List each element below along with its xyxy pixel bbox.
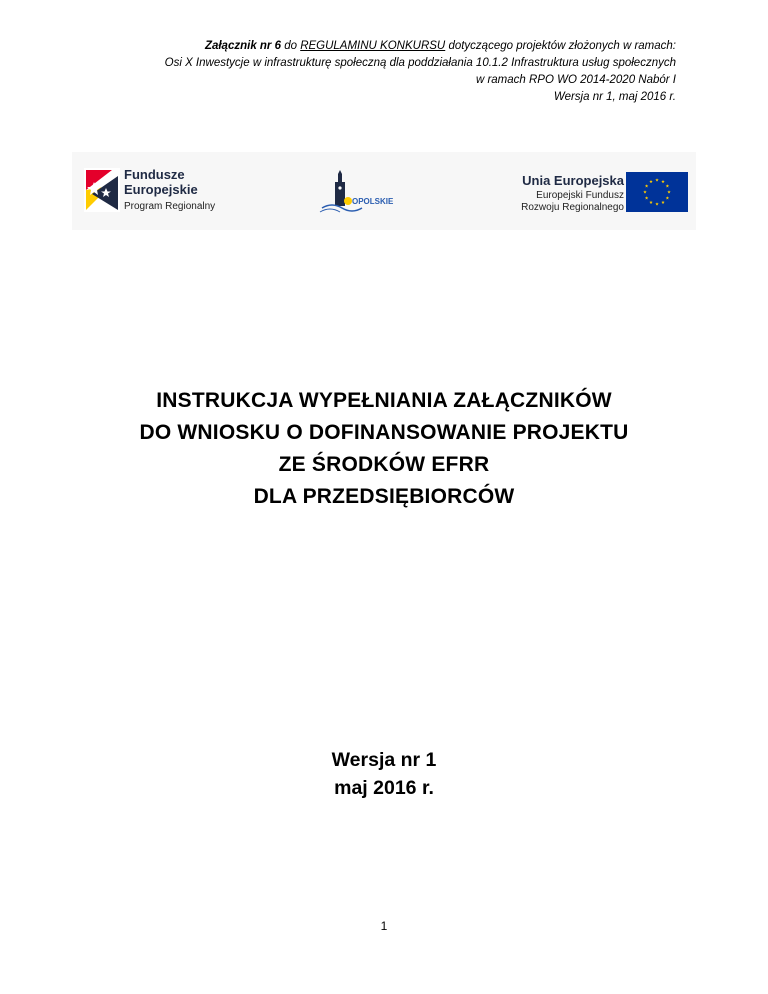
header-line-4: Wersja nr 1, maj 2016 r. <box>553 91 676 103</box>
document-header <box>76 38 676 106</box>
title-line-1: INSTRUKCJA WYPEŁNIANIA ZAŁĄCZNIKÓW <box>156 389 612 412</box>
page-number: 1 <box>380 919 388 933</box>
fundusze-europejskie-label <box>124 167 215 214</box>
header-text: do <box>281 40 301 52</box>
header-text: dotyczącego projektów złożonych w ramach: <box>445 40 676 52</box>
version-number: Wersja nr 1 <box>331 749 437 771</box>
header-line-1 <box>76 38 676 55</box>
version-date: maj 2016 r. <box>334 777 434 799</box>
title-line-2: DO WNIOSKU O DOFINANSOWANIE PROJEKTU <box>139 421 629 444</box>
ue-title: Unia Europejska <box>522 173 624 188</box>
fe-line-2: Europejskie <box>124 182 198 197</box>
annex-number: Załącznik nr 6 <box>204 40 281 52</box>
header-line-2: Osi X Inwestycje w infrastrukturę społeczną dla poddziałania 10.1.2 Infrastruktura usług społecznych <box>164 57 676 69</box>
eu-flag-icon <box>626 172 688 212</box>
document-version <box>0 746 768 802</box>
title-line-4: DLA PRZEDSIĘBIORCÓW <box>253 485 515 508</box>
ue-line-1: Europejski Fundusz <box>536 190 624 201</box>
ue-line-2: Rozwoju Regionalnego <box>521 202 624 213</box>
unia-europejska-label <box>521 172 624 214</box>
opolskie-logo-icon <box>318 168 394 218</box>
fe-line-1: Fundusze <box>124 167 185 182</box>
logo-bar <box>72 152 696 230</box>
document-title <box>0 385 768 513</box>
title-line-3: ZE ŚRODKÓW EFRR <box>278 453 490 476</box>
opolskie-wordmark: OPOLSKIE <box>352 197 394 206</box>
header-line-3: w ramach RPO WO 2014-2020 Nabór I <box>475 74 676 86</box>
regulation-reference: REGULAMINU KONKURSU <box>300 40 446 52</box>
fundusze-europejskie-logo-icon <box>82 166 122 214</box>
fe-line-3: Program Regionalny <box>124 201 216 212</box>
